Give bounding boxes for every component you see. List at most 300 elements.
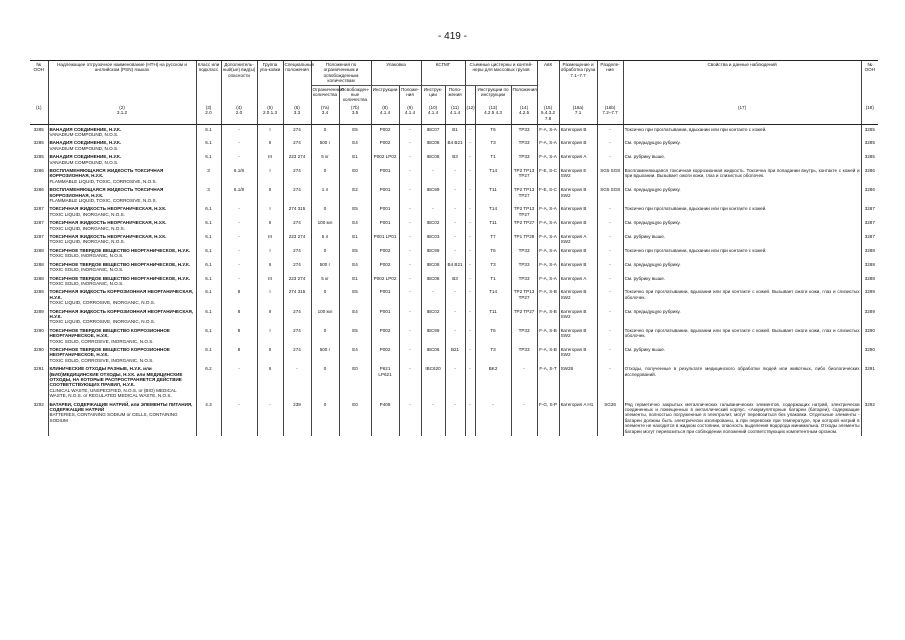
cell-un-number-right: 3287	[861, 205, 878, 219]
cell-packing-provision: -	[399, 139, 421, 153]
cell-excepted-quantity: E5	[339, 205, 371, 219]
column-number-label: (16b)	[604, 104, 616, 110]
cell-excepted-quantity: E1	[339, 233, 371, 247]
cell-excepted-quantity: E5	[339, 125, 371, 139]
cell-ems: F-A, S-B	[537, 345, 559, 364]
shipping-name-ru: ВАНАДИЯ СОЕДИНЕНИЕ, Н.У.К.	[49, 140, 122, 146]
cell-excepted-quantity: E4	[339, 307, 371, 326]
cell-segregation: SG5 SG8	[597, 167, 623, 186]
cell-packing-instruction: P408	[371, 400, 399, 435]
cell-ems: F-A, S-A	[537, 153, 559, 167]
cell-shipping-name	[48, 219, 196, 233]
cell-stowage: Категория B SW2	[559, 345, 597, 364]
cell-class: 6.1	[196, 139, 221, 153]
header-tank-instructions: Инструкции по инструкции	[475, 85, 511, 104]
column-number-label: (7b)	[350, 104, 360, 110]
cell-tank-column: -	[465, 365, 475, 400]
column-reference: 2.0.1.3	[262, 110, 278, 116]
cell-ibc-provision: -	[445, 219, 465, 233]
cell-un-number: 3288	[33, 275, 44, 281]
cell-tank-provision: TP33	[511, 274, 537, 288]
cell-tank-provision: TP2 TP27	[511, 307, 537, 326]
cell-tank-provision: TP2 TP13 TP27	[511, 167, 537, 186]
cell-packing-provision: -	[399, 219, 421, 233]
cell-tank-column: -	[465, 186, 475, 205]
cell-un-number: 3285	[33, 126, 44, 132]
cell-segregation: -	[597, 365, 623, 400]
cell-segregation: -	[597, 233, 623, 247]
cell-shipping-name	[48, 365, 196, 400]
cell-subsidiary-hazard: 6.1/8	[221, 167, 257, 186]
shipping-name-ru: ТОКСИЧНОЕ ТВЕРДОЕ ВЕЩЕСТВО НЕОРГАНИЧЕСКОЕ, Н.У.К.	[49, 247, 191, 253]
cell-un-number-right: 3292	[861, 400, 878, 435]
header-ibc: КСГМГ	[421, 61, 465, 86]
cell-shipping-name	[48, 326, 196, 345]
column-reference: 4.1.4	[449, 110, 461, 116]
cell-ibc-instruction: IBC08	[421, 139, 445, 153]
cell-un-number-right: 3286	[861, 167, 878, 186]
table-row	[30, 233, 878, 247]
cell-properties: См. предыдущую рубрику.	[623, 219, 861, 233]
cell-stowage: Категория B SW2	[559, 186, 597, 205]
column-number-label: (3)	[205, 104, 212, 110]
cell-ems: F-A, S-A	[537, 260, 559, 274]
cell-un-number: 3292	[33, 401, 44, 407]
header-un-number-right: № ООН	[861, 61, 878, 86]
table-row	[30, 186, 878, 205]
cell-segregation: -	[597, 153, 623, 167]
cell-tank-column: -	[465, 274, 475, 288]
cell-special-provisions: 274 315	[283, 288, 311, 307]
cell-packing-provision: -	[399, 153, 421, 167]
cell-excepted-quantity: E0	[339, 167, 371, 186]
cell-subsidiary-hazard: -	[221, 153, 257, 167]
header-shipping-name: Надлежащее отгрузочное наименование (НТН) на русском и английском (PSN) языках	[48, 61, 196, 86]
cell-packing-group: I	[257, 246, 283, 260]
cell-tank-provision: TP33	[511, 326, 537, 345]
cell-packing-group: II	[257, 139, 283, 153]
cell-un-number: 3289	[33, 289, 44, 295]
cell-special-provisions: 274 315	[283, 205, 311, 219]
cell-ibc-instruction: IBC620	[421, 365, 445, 400]
cell-special-provisions: 239	[283, 400, 311, 435]
cell-tank-column: -	[465, 345, 475, 364]
column-number-label: (14)	[519, 104, 529, 110]
cell-stowage: Категория B	[559, 260, 597, 274]
cell-shipping-name	[48, 260, 196, 274]
cell-ems: F-G, S-P	[537, 400, 559, 435]
cell-tank-column: -	[465, 307, 475, 326]
cell-class: 6.1	[196, 205, 221, 219]
cell-packing-instruction: P001	[371, 307, 399, 326]
cell-stowage: Категория E SW2	[559, 167, 597, 186]
cell-properties: См. рубрику выше.	[623, 153, 861, 167]
table-row	[30, 274, 878, 288]
cell-limited-quantity: 500 г	[311, 139, 339, 153]
table-row	[30, 400, 878, 435]
cell-properties: См. рубрику выше.	[623, 274, 861, 288]
cell-tank-provision: TP33	[511, 139, 537, 153]
cell-un-number-right: 3288	[861, 260, 878, 274]
cell-tank-provision: TP33	[511, 153, 537, 167]
cell-class: 6.1	[196, 260, 221, 274]
cell-un-number: 3286	[33, 187, 44, 193]
column-number-label: (1)	[35, 104, 42, 110]
column-reference: 3.5	[351, 110, 359, 116]
column-number-label: (10)	[428, 104, 438, 110]
shipping-name-ru: ТОКСИЧНОЕ ТВЕРДОЕ ВЕЩЕСТВО НЕОРГАНИЧЕСКОЕ, Н.У.К.	[49, 261, 191, 267]
cell-properties: Отходы, полученные в результате медицинского обработки людей или животных, либо биологических исследований.	[623, 365, 861, 400]
cell-tank-column: -	[465, 326, 475, 345]
shipping-name-en: TOXIC SOLID, CORROSIVE, INORGANIC, N.O.S.	[49, 357, 154, 363]
cell-limited-quantity: 100 мл	[311, 219, 339, 233]
cell-packing-provision: -	[399, 326, 421, 345]
column-number-6	[311, 104, 339, 125]
cell-special-provisions: 274	[283, 246, 311, 260]
cell-excepted-quantity: E4	[339, 139, 371, 153]
cell-segregation: -	[597, 326, 623, 345]
column-number-label: (7a)	[320, 104, 330, 110]
cell-ibc-instruction: -	[421, 167, 445, 186]
cell-packing-provision: -	[399, 186, 421, 205]
cell-excepted-quantity: E1	[339, 153, 371, 167]
cell-subsidiary-hazard: -	[221, 125, 257, 139]
cell-un-number: 3286	[33, 168, 44, 173]
cell-properties: См. предыдущую рубрику.	[623, 139, 861, 153]
cell-ems: F-A, S-A	[537, 274, 559, 288]
cell-packing-provision: -	[399, 246, 421, 260]
cell-tank-instruction: T6	[475, 326, 511, 345]
cell-properties: Ряд герметично закрытых металлических гальванических элементов, содержащих натрий, электрически соединенных и помещенных в металлический корпус. «Аккумуляторные батареи (батареи), содержащие элементы, полностью погруженные в электролит, могут перевозиться без упаковки. Отдельные элементы батареи должны быть электрически изолированы, а при перевозке при температуре, при которой натрий в элементе не находится в жидком состоянии, опасность выделения водорода минимальна. Отходы элементы батареи могут перевозиться при соблюдении положений соответствующих компетентным органом.	[624, 401, 860, 434]
cell-subsidiary-hazard: -	[221, 260, 257, 274]
column-number-2	[196, 104, 221, 125]
cell-shipping-name	[48, 186, 196, 205]
cell-subsidiary-hazard: -	[221, 365, 257, 400]
cell-shipping-name	[48, 274, 196, 288]
cell-tank-provision: TP33	[511, 246, 537, 260]
cell-ibc-provision: -	[445, 246, 465, 260]
cell-packing-instruction: P001	[371, 205, 399, 219]
cell-properties: Токсично при проглатывании, вдыхании или при контакте с кожей.	[623, 246, 861, 260]
cell-ems: F-A, S-B	[537, 288, 559, 307]
cell-special-provisions: -	[283, 365, 311, 400]
column-reference: 4.1.4	[404, 110, 416, 116]
cell-special-provisions: 274	[283, 260, 311, 274]
cell-un-number-right: 3290	[861, 345, 878, 364]
column-number-4	[257, 104, 283, 125]
cell-packing-instruction: P002	[371, 139, 399, 153]
header-packing: Упаковка	[371, 61, 421, 86]
cell-un-number: 3285	[33, 140, 44, 146]
cell-tank-instruction: T3	[475, 260, 511, 274]
cell-packing-provision: -	[399, 260, 421, 274]
cell-tank-instruction: T14	[475, 205, 511, 219]
cell-tank-column: -	[465, 153, 475, 167]
column-reference: 7.2–7.7	[602, 110, 618, 116]
table-row	[30, 139, 878, 153]
column-number-label: (16a)	[572, 104, 584, 110]
column-reference: 2.0	[235, 110, 243, 116]
cell-tank-column: -	[465, 219, 475, 233]
cell-packing-group: III	[257, 233, 283, 247]
cell-ems: F-A, S-A	[537, 139, 559, 153]
cell-special-provisions: 274	[283, 345, 311, 364]
cell-shipping-name	[48, 233, 196, 247]
cell-un-number-right: 3289	[861, 307, 878, 326]
cell-un-number: 3287	[33, 220, 44, 226]
cell-class: 6.1	[196, 233, 221, 247]
cell-subsidiary-hazard: 8	[221, 326, 257, 345]
column-number-label: (18)	[865, 104, 874, 110]
cell-excepted-quantity: E2	[339, 186, 371, 205]
cell-class: 6.1	[196, 153, 221, 167]
cell-stowage: Категория B SW2	[559, 326, 597, 345]
cell-limited-quantity: 1 л	[311, 186, 339, 205]
cell-packing-provision: -	[399, 345, 421, 364]
header-special-provisions: Специальные положения	[283, 61, 311, 86]
shipping-name-en: VANADIUM COMPOUND, N.O.S.	[49, 159, 119, 165]
column-number-12	[465, 104, 475, 125]
cell-limited-quantity: 5 кг	[311, 274, 339, 288]
cell-class: 6.1	[196, 125, 221, 139]
cell-tank-instruction: T3	[475, 139, 511, 153]
table-row	[30, 365, 878, 400]
cell-class: 6.1	[196, 307, 221, 326]
cell-tank-instruction: T7	[475, 233, 511, 247]
column-number-label: (12)	[466, 104, 475, 110]
column-number-label: (8)	[382, 104, 388, 110]
column-number-9	[399, 104, 421, 125]
shipping-name-en: TOXIC LIQUID, INORGANIC, N.O.S.	[49, 239, 125, 245]
cell-properties: Токсично при проглатывании, вдыхании или при контакте с кожей.	[623, 205, 861, 219]
cell-un-number: 3287	[33, 206, 44, 212]
cell-packing-instruction: P002	[371, 125, 399, 139]
table-row	[30, 288, 878, 307]
shipping-name-ru: ТОКСИЧНОЕ ТВЕРДОЕ ВЕЩЕСТВО КОРРОЗИОННОЕ НЕОРГАНИЧЕСКОЕ, Н.У.К.	[49, 327, 170, 339]
shipping-name-ru: ВАНАДИЯ СОЕДИНЕНИЕ, Н.У.К.	[49, 154, 122, 160]
cell-un-number-right: 3290	[861, 326, 878, 345]
cell-segregation: -	[597, 246, 623, 260]
cell-packing-instruction: P002	[371, 260, 399, 274]
shipping-name-ru: БАТАРЕИ, СОДЕРЖАЩИЕ НАТРИЙ, или ЭЛЕМЕНТЫ ПИТАНИЯ, СОДЕРЖАЩИЕ НАТРИЙ	[49, 401, 193, 413]
shipping-name-en: VANADIUM COMPOUND, N.O.S.	[49, 131, 119, 137]
shipping-name-en: CLINICAL WASTE, UNSPECIFIED, N.O.S. or (BIO) MEDICAL WASTE, N.O.S. or REGULATED MEDICAL WASTE, N.O.S.	[49, 387, 177, 399]
column-reference: 2.0	[205, 110, 212, 116]
table-row	[30, 307, 878, 326]
cell-packing-group: II	[257, 186, 283, 205]
cell-stowage: SW28	[559, 365, 597, 400]
column-reference: 5.4.3.2 7.8	[541, 110, 556, 121]
cell-stowage: Категория B SW2	[559, 307, 597, 326]
cell-packing-instruction: P001 LP01	[371, 233, 399, 247]
cell-packing-group: III	[257, 274, 283, 288]
table-row	[30, 153, 878, 167]
cell-un-number-right: 3285	[861, 125, 878, 139]
cell-un-number: 3289	[33, 308, 44, 314]
cell-ibc-provision: B3	[445, 274, 465, 288]
cell-tank-instruction: T14	[475, 167, 511, 186]
cell-packing-instruction: P002 LP02	[371, 274, 399, 288]
cell-tank-provision: TP33	[511, 345, 537, 364]
cell-ibc-instruction: -	[421, 400, 445, 435]
cell-properties: Токсично при проглатывании, вдыхании или при контакте с кожей. Вызывает ожоги кожи, глаз и слизистых оболочек.	[623, 288, 861, 307]
cell-tank-instruction: T14	[475, 288, 511, 307]
cell-packing-group: I	[257, 167, 283, 186]
cell-packing-group: II	[257, 307, 283, 326]
cell-subsidiary-hazard: -	[221, 219, 257, 233]
cell-excepted-quantity: E5	[339, 326, 371, 345]
cell-limited-quantity: 5 л	[311, 233, 339, 247]
cell-un-number: 3287	[33, 234, 44, 240]
cell-tank-provision: TP33	[511, 125, 537, 139]
cell-packing-provision: -	[399, 274, 421, 288]
cell-segregation: -	[597, 125, 623, 139]
cell-ibc-provision: B1	[445, 125, 465, 139]
dangerous-goods-list-table	[30, 60, 878, 436]
cell-tank-provision: TP2 TP27	[511, 219, 537, 233]
cell-excepted-quantity: E5	[339, 288, 371, 307]
cell-tank-column: -	[465, 233, 475, 247]
shipping-name-ru: ТОКСИЧНАЯ ЖИДКОСТЬ КОРРОЗИОННАЯ НЕОРГАНИЧЕСКАЯ, Н.У.К.	[49, 289, 194, 300]
cell-tank-column: -	[465, 167, 475, 186]
cell-class: 4.3	[196, 400, 221, 435]
cell-tank-instruction: -	[475, 400, 511, 435]
header-packing-instructions: Инструкции	[371, 85, 399, 104]
cell-class: 6.1	[196, 326, 221, 345]
cell-shipping-name	[48, 139, 196, 153]
shipping-name-en: TOXIC LIQUID, INORGANIC, N.O.S.	[49, 225, 125, 231]
cell-packing-provision: -	[399, 307, 421, 326]
column-number-label: (2)	[119, 104, 125, 110]
cell-ibc-provision: B4 B21	[445, 139, 465, 153]
column-number-15	[537, 104, 559, 125]
cell-stowage: Категория B SW2	[559, 288, 597, 307]
cell-ems: F-A, S-B	[537, 307, 559, 326]
column-reference: 3.4	[321, 110, 329, 116]
cell-tank-column: -	[465, 139, 475, 153]
shipping-name-ru: ТОКСИЧНАЯ ЖИДКОСТЬ НЕОРГАНИЧЕСКАЯ, Н.У.К.	[49, 206, 167, 212]
header-ibc-provisions: Поло-жения	[445, 85, 465, 104]
cell-subsidiary-hazard: 8	[221, 345, 257, 364]
cell-packing-instruction: P002 LP02	[371, 153, 399, 167]
shipping-name-ru: ТОКСИЧНАЯ ЖИДКОСТЬ КОРРОЗИОННАЯ НЕОРГАНИЧЕСКАЯ, Н.У.К.	[49, 308, 194, 319]
cell-subsidiary-hazard: -	[221, 233, 257, 247]
cell-un-number: 3288	[33, 261, 44, 267]
cell-segregation: -	[597, 260, 623, 274]
cell-tank-instruction: BK2	[475, 365, 511, 400]
cell-tank-provision: -	[511, 400, 537, 435]
cell-stowage: Категория A H1	[559, 400, 597, 435]
cell-tank-instruction: T6	[475, 246, 511, 260]
cell-limited-quantity: 500 г	[311, 345, 339, 364]
column-number-11	[445, 104, 465, 125]
header-class: Класс или подкласс	[196, 61, 221, 86]
column-number-13	[475, 104, 511, 125]
cell-limited-quantity: 0	[311, 400, 339, 435]
page-number: - 419 -	[438, 31, 467, 42]
column-reference: 7.1	[574, 110, 582, 116]
header-stowage: Размещение и обработка груза 7.1–7.7	[559, 61, 597, 86]
cell-shipping-name	[48, 307, 196, 326]
shipping-name-en: TOXIC LIQUID, CORROSIVE, INORGANIC, N.O.S.	[49, 300, 156, 306]
shipping-name-ru: ТОКСИЧНАЯ ЖИДКОСТЬ НЕОРГАНИЧЕСКАЯ, Н.У.К.	[49, 234, 167, 240]
column-number-7	[339, 104, 371, 125]
cell-un-number-right: 3285	[861, 139, 878, 153]
cell-subsidiary-hazard: -	[221, 274, 257, 288]
cell-limited-quantity: 0	[311, 365, 339, 400]
shipping-name-en: VANADIUM COMPOUND, N.O.S.	[49, 145, 119, 151]
cell-tank-provision: -	[511, 365, 537, 400]
column-number-label: (11)	[451, 104, 459, 110]
header-segregation: Разделе-ние	[597, 61, 623, 86]
cell-tank-instruction: T1	[475, 274, 511, 288]
cell-ibc-instruction: IBC02	[421, 219, 445, 233]
cell-stowage: Категория A	[559, 274, 597, 288]
cell-ems: F-A, S-A	[537, 205, 559, 219]
cell-packing-provision: -	[399, 233, 421, 247]
cell-ibc-provision: B4 B21	[445, 260, 465, 274]
table-row	[30, 326, 878, 345]
cell-stowage: Категория B	[559, 125, 597, 139]
cell-packing-group: I	[257, 326, 283, 345]
cell-special-provisions: 274	[283, 219, 311, 233]
cell-class: 6.2	[196, 365, 221, 400]
cell-tank-provision: TP33	[511, 260, 537, 274]
cell-ems: F-E, S-C	[537, 167, 559, 186]
cell-special-provisions: 223 274	[283, 153, 311, 167]
cell-excepted-quantity: E0	[339, 365, 371, 400]
cell-un-number-right: 3288	[861, 274, 878, 288]
cell-limited-quantity: 5 кг	[311, 153, 339, 167]
cell-ibc-instruction: IBC99	[421, 246, 445, 260]
cell-packing-group: I	[257, 125, 283, 139]
shipping-name-ru: ТОКСИЧНАЯ ЖИДКОСТЬ НЕОРГАНИЧЕСКАЯ, Н.У.К.	[49, 220, 167, 226]
cell-ibc-instruction: -	[421, 288, 445, 307]
cell-packing-group: I	[257, 205, 283, 219]
cell-tank-instruction: T11	[475, 219, 511, 233]
column-number-label: (6)	[294, 104, 300, 110]
header-ems: АвК	[537, 61, 559, 86]
cell-excepted-quantity: E4	[339, 345, 371, 364]
cell-ibc-provision: B3	[445, 153, 465, 167]
shipping-name-en: BATTERIES, CONTAINING SODIUM or CELLS, CONTAINING SODIUM	[49, 412, 178, 423]
cell-tank-column: -	[465, 246, 475, 260]
cell-packing-instruction: P001	[371, 167, 399, 186]
cell-segregation: -	[597, 345, 623, 364]
cell-ems: F-A, S-T	[537, 365, 559, 400]
cell-packing-group: II	[257, 345, 283, 364]
cell-ibc-instruction: IBC02	[421, 307, 445, 326]
table-row	[30, 260, 878, 274]
cell-stowage: Категория B	[559, 139, 597, 153]
header-tank-provisions: Положения	[511, 85, 537, 104]
cell-un-number: 3290	[33, 327, 44, 333]
table-row	[30, 246, 878, 260]
cell-special-provisions: 274	[283, 186, 311, 205]
header-tanks: Съемные цистерны и контей-неры для массовых грузов	[465, 61, 537, 86]
shipping-name-ru: ВОСПЛАМЕНЯЮЩАЯСЯ ЖИДКОСТЬ ТОКСИЧНАЯ КОРРОЗИОННАЯ, Н.У.К.	[49, 168, 164, 179]
cell-limited-quantity: 0	[311, 246, 339, 260]
cell-un-number: 3290	[33, 346, 44, 352]
column-number-label: (15)	[543, 104, 553, 110]
cell-tank-column: -	[465, 288, 475, 307]
cell-segregation: -	[597, 219, 623, 233]
cell-tank-instruction: T6	[475, 125, 511, 139]
cell-un-number-right: 3287	[861, 233, 878, 247]
cell-ibc-provision: -	[445, 167, 465, 186]
cell-subsidiary-hazard: 8	[221, 288, 257, 307]
header-eq-quantities: Освобожден-ные количества	[340, 86, 370, 103]
